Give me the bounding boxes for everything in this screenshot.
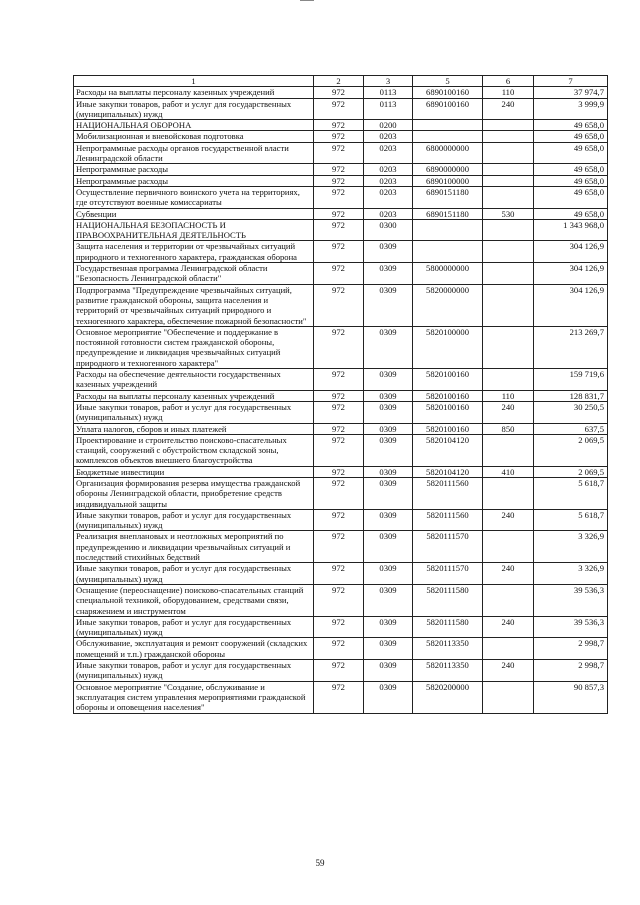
table-row [74,142,608,164]
cell-gr: 972 [314,509,364,531]
cell-name: Иные закупки товаров, работ и услуг для государственных (муниципальных) нужд [74,616,314,638]
cell-name: Расходы на обеспечение деятельности государственных казенных учреждений [74,369,314,391]
cell-section: 0203 [364,131,413,142]
cell-type [483,369,534,391]
table-row [74,284,608,326]
cell-type [483,584,534,616]
cell-section: 0309 [364,660,413,682]
cell-name: Расходы на выплаты персоналу казенных учреждений [74,87,314,98]
cell-sum: 213 269,7 [534,326,608,368]
table-row [74,326,608,368]
cell-section: 0309 [364,369,413,391]
header-cell-name: 1 [74,76,314,87]
header-cell-article: 5 [413,76,483,87]
cell-type [483,175,534,186]
cell-sum: 49 658,0 [534,164,608,175]
cell-gr: 972 [314,466,364,477]
cell-gr: 972 [314,263,364,285]
budget-table [73,75,608,714]
header-cell-sum: 7 [534,76,608,87]
cell-sum: 1 343 968,0 [534,219,608,241]
scan-mark [300,0,314,4]
cell-type [483,638,534,660]
table-row [74,660,608,682]
table-row [74,164,608,175]
cell-name: Подпрограмма "Предупреждение чрезвычайных ситуаций, развитие гражданской обороны, защита населения и территорий от чрезвычайных ситуаций природного и техногенного характера, обеспечение пожарной безопасности" [74,284,314,326]
cell-section: 0309 [364,434,413,466]
header-cell-section: 3 [364,76,413,87]
cell-article [413,131,483,142]
cell-sum: 49 658,0 [534,175,608,186]
cell-type [483,434,534,466]
cell-section: 0113 [364,98,413,120]
cell-section: 0309 [364,563,413,585]
cell-name: Расходы на выплаты персоналу казенных учреждений [74,390,314,401]
cell-type: 240 [483,563,534,585]
cell-section: 0309 [364,326,413,368]
cell-type: 240 [483,401,534,423]
table-row [74,584,608,616]
cell-type [483,120,534,131]
cell-article: 5820200000 [413,681,483,713]
cell-type: 110 [483,390,534,401]
cell-section: 0200 [364,120,413,131]
table-row [74,509,608,531]
cell-name: Непрограммные расходы органов государственной власти Ленинградской области [74,142,314,164]
cell-section: 0309 [364,638,413,660]
table-row [74,263,608,285]
header-cell-gr: 2 [314,76,364,87]
cell-type [483,284,534,326]
cell-sum: 304 126,9 [534,284,608,326]
cell-gr: 972 [314,584,364,616]
cell-gr: 972 [314,284,364,326]
page-number: 59 [315,858,325,868]
cell-gr: 972 [314,477,364,509]
cell-article: 6890100000 [413,175,483,186]
table-row [74,120,608,131]
cell-section: 0309 [364,263,413,285]
cell-gr: 972 [314,434,364,466]
cell-article: 6890151180 [413,186,483,208]
cell-type: 240 [483,509,534,531]
table-row [74,616,608,638]
cell-gr: 972 [314,175,364,186]
cell-sum: 49 658,0 [534,208,608,219]
cell-type [483,164,534,175]
cell-article: 6890100160 [413,87,483,98]
document-page [73,75,607,714]
cell-name: Основное мероприятие "Обеспечение и поддержание в постоянной готовности систем гражданской обороны, предупреждение и ликвидация чрезвычайных ситуаций природного и техногенного характера" [74,326,314,368]
cell-gr: 972 [314,616,364,638]
cell-gr: 972 [314,423,364,434]
cell-section: 0309 [364,477,413,509]
cell-name: Бюджетные инвестиции [74,466,314,477]
cell-sum: 3 326,9 [534,563,608,585]
cell-article: 6890000000 [413,164,483,175]
cell-sum: 30 250,5 [534,401,608,423]
cell-name: Иные закупки товаров, работ и услуг для государственных (муниципальных) нужд [74,509,314,531]
cell-article: 5820104120 [413,434,483,466]
cell-article [413,241,483,263]
cell-article: 6890100160 [413,98,483,120]
cell-sum: 2 069,5 [534,434,608,466]
cell-name: НАЦИОНАЛЬНАЯ ОБОРОНА [74,120,314,131]
cell-type [483,131,534,142]
cell-article: 5820113350 [413,638,483,660]
table-row [74,219,608,241]
cell-gr: 972 [314,131,364,142]
cell-sum: 3 326,9 [534,531,608,563]
cell-name: Государственная программа Ленинградской области "Безопасность Ленинградской области" [74,263,314,285]
cell-section: 0309 [364,423,413,434]
cell-gr: 972 [314,638,364,660]
table-row [74,681,608,713]
cell-section: 0309 [364,390,413,401]
cell-sum: 49 658,0 [534,120,608,131]
table-row [74,531,608,563]
cell-gr: 972 [314,219,364,241]
cell-article: 5820000000 [413,284,483,326]
cell-gr: 972 [314,660,364,682]
cell-sum: 304 126,9 [534,263,608,285]
cell-article: 5820113350 [413,660,483,682]
cell-sum: 5 618,7 [534,477,608,509]
table-row [74,423,608,434]
cell-name: Иные закупки товаров, работ и услуг для государственных (муниципальных) нужд [74,401,314,423]
cell-gr: 972 [314,531,364,563]
table-row [74,563,608,585]
cell-article: 5820111560 [413,477,483,509]
cell-article: 5820100000 [413,326,483,368]
cell-article: 5820104120 [413,466,483,477]
cell-gr: 972 [314,120,364,131]
cell-type [483,186,534,208]
cell-article: 5820111570 [413,531,483,563]
cell-type: 240 [483,98,534,120]
cell-type: 240 [483,660,534,682]
table-row [74,241,608,263]
cell-article: 5820111580 [413,584,483,616]
cell-name: Непрограммные расходы [74,175,314,186]
cell-sum: 2 998,7 [534,638,608,660]
cell-name: Уплата налогов, сборов и иных платежей [74,423,314,434]
cell-gr: 972 [314,369,364,391]
cell-section: 0203 [364,142,413,164]
cell-sum: 39 536,3 [534,616,608,638]
table-row [74,466,608,477]
table-row [74,369,608,391]
cell-article: 5800000000 [413,263,483,285]
cell-section: 0309 [364,681,413,713]
cell-type: 530 [483,208,534,219]
cell-article: 6800000000 [413,142,483,164]
cell-section: 0203 [364,175,413,186]
cell-sum: 3 999,9 [534,98,608,120]
cell-name: Оснащение (переоснащение) поисково-спасательных станций специальной техникой, оборудованием, средствами связи, снаряжением и инструментом [74,584,314,616]
cell-name: Обслуживание, эксплуатация и ремонт сооружений (складских помещений и т.п.) гражданской обороны [74,638,314,660]
cell-gr: 972 [314,87,364,98]
cell-name: Реализация внеплановых и неотложных мероприятий по предупреждению и ликвидации чрезвычайных ситуаций и последствий стихийных бедствий [74,531,314,563]
cell-type: 110 [483,87,534,98]
cell-gr: 972 [314,164,364,175]
cell-sum: 304 126,9 [534,241,608,263]
cell-name: Иные закупки товаров, работ и услуг для государственных (муниципальных) нужд [74,660,314,682]
cell-article [413,219,483,241]
table-row [74,390,608,401]
cell-type [483,326,534,368]
cell-article: 5820100160 [413,401,483,423]
cell-section: 0309 [364,284,413,326]
cell-article: 6890151180 [413,208,483,219]
cell-sum: 637,5 [534,423,608,434]
cell-sum: 49 658,0 [534,186,608,208]
cell-name: Проектирование и строительство поисково-спасательных станций, сооружений с обустройством складской зоны, комплексов объектов внешнего благоустройства [74,434,314,466]
cell-section: 0203 [364,164,413,175]
cell-section: 0309 [364,531,413,563]
cell-type [483,681,534,713]
cell-sum: 37 974,7 [534,87,608,98]
cell-type [483,219,534,241]
cell-section: 0113 [364,87,413,98]
table-row [74,175,608,186]
cell-article: 5820111570 [413,563,483,585]
cell-section: 0309 [364,584,413,616]
table-row [74,98,608,120]
cell-type: 850 [483,423,534,434]
cell-name: Иные закупки товаров, работ и услуг для государственных (муниципальных) нужд [74,563,314,585]
cell-section: 0309 [364,241,413,263]
table-row [74,208,608,219]
cell-gr: 972 [314,326,364,368]
cell-name: Субвенции [74,208,314,219]
cell-type [483,142,534,164]
table-row [74,131,608,142]
cell-section: 0203 [364,208,413,219]
table-body [74,76,608,714]
cell-name: Основное мероприятие "Создание, обслуживание и эксплуатация систем управления мероприятиями гражданской обороны и оповещения населения" [74,681,314,713]
table-row [74,434,608,466]
cell-sum: 39 536,3 [534,584,608,616]
cell-type: 240 [483,616,534,638]
cell-article: 5820100160 [413,369,483,391]
cell-name: Непрограммные расходы [74,164,314,175]
header-cell-type: 6 [483,76,534,87]
cell-name: НАЦИОНАЛЬНАЯ БЕЗОПАСНОСТЬ И ПРАВООХРАНИТЕЛЬНАЯ ДЕЯТЕЛЬНОСТЬ [74,219,314,241]
cell-section: 0309 [364,401,413,423]
cell-article: 5820100160 [413,390,483,401]
cell-sum: 5 618,7 [534,509,608,531]
cell-sum: 90 857,3 [534,681,608,713]
cell-gr: 972 [314,98,364,120]
table-row [74,477,608,509]
table-row [74,401,608,423]
cell-gr: 972 [314,390,364,401]
table-row [74,87,608,98]
cell-section: 0309 [364,466,413,477]
table-row [74,638,608,660]
cell-type [483,477,534,509]
cell-article: 5820100160 [413,423,483,434]
cell-name: Мобилизационная и вневойсковая подготовка [74,131,314,142]
cell-sum: 159 719,6 [534,369,608,391]
cell-section: 0309 [364,509,413,531]
cell-article [413,120,483,131]
cell-gr: 972 [314,142,364,164]
cell-type [483,241,534,263]
cell-gr: 972 [314,241,364,263]
cell-sum: 2 069,5 [534,466,608,477]
cell-sum: 2 998,7 [534,660,608,682]
cell-name: Иные закупки товаров, работ и услуг для государственных (муниципальных) нужд [74,98,314,120]
cell-type [483,531,534,563]
cell-name: Защита населения и территории от чрезвычайных ситуаций природного и техногенного характера, гражданская оборона [74,241,314,263]
cell-article: 5820111580 [413,616,483,638]
cell-type [483,263,534,285]
cell-section: 0300 [364,219,413,241]
table-row [74,186,608,208]
cell-section: 0309 [364,616,413,638]
table-header-row [74,76,608,87]
cell-name: Осуществление первичного воинского учета на территориях, где отсутствуют военные комиссариаты [74,186,314,208]
cell-gr: 972 [314,563,364,585]
cell-article: 5820111560 [413,509,483,531]
cell-gr: 972 [314,681,364,713]
cell-gr: 972 [314,208,364,219]
cell-gr: 972 [314,186,364,208]
cell-section: 0203 [364,186,413,208]
cell-type: 410 [483,466,534,477]
cell-sum: 49 658,0 [534,142,608,164]
cell-name: Организация формирования резерва имущества гражданской обороны Ленинградской области, приобретение средств индивидуальной защиты [74,477,314,509]
cell-sum: 128 831,7 [534,390,608,401]
cell-sum: 49 658,0 [534,131,608,142]
cell-gr: 972 [314,401,364,423]
